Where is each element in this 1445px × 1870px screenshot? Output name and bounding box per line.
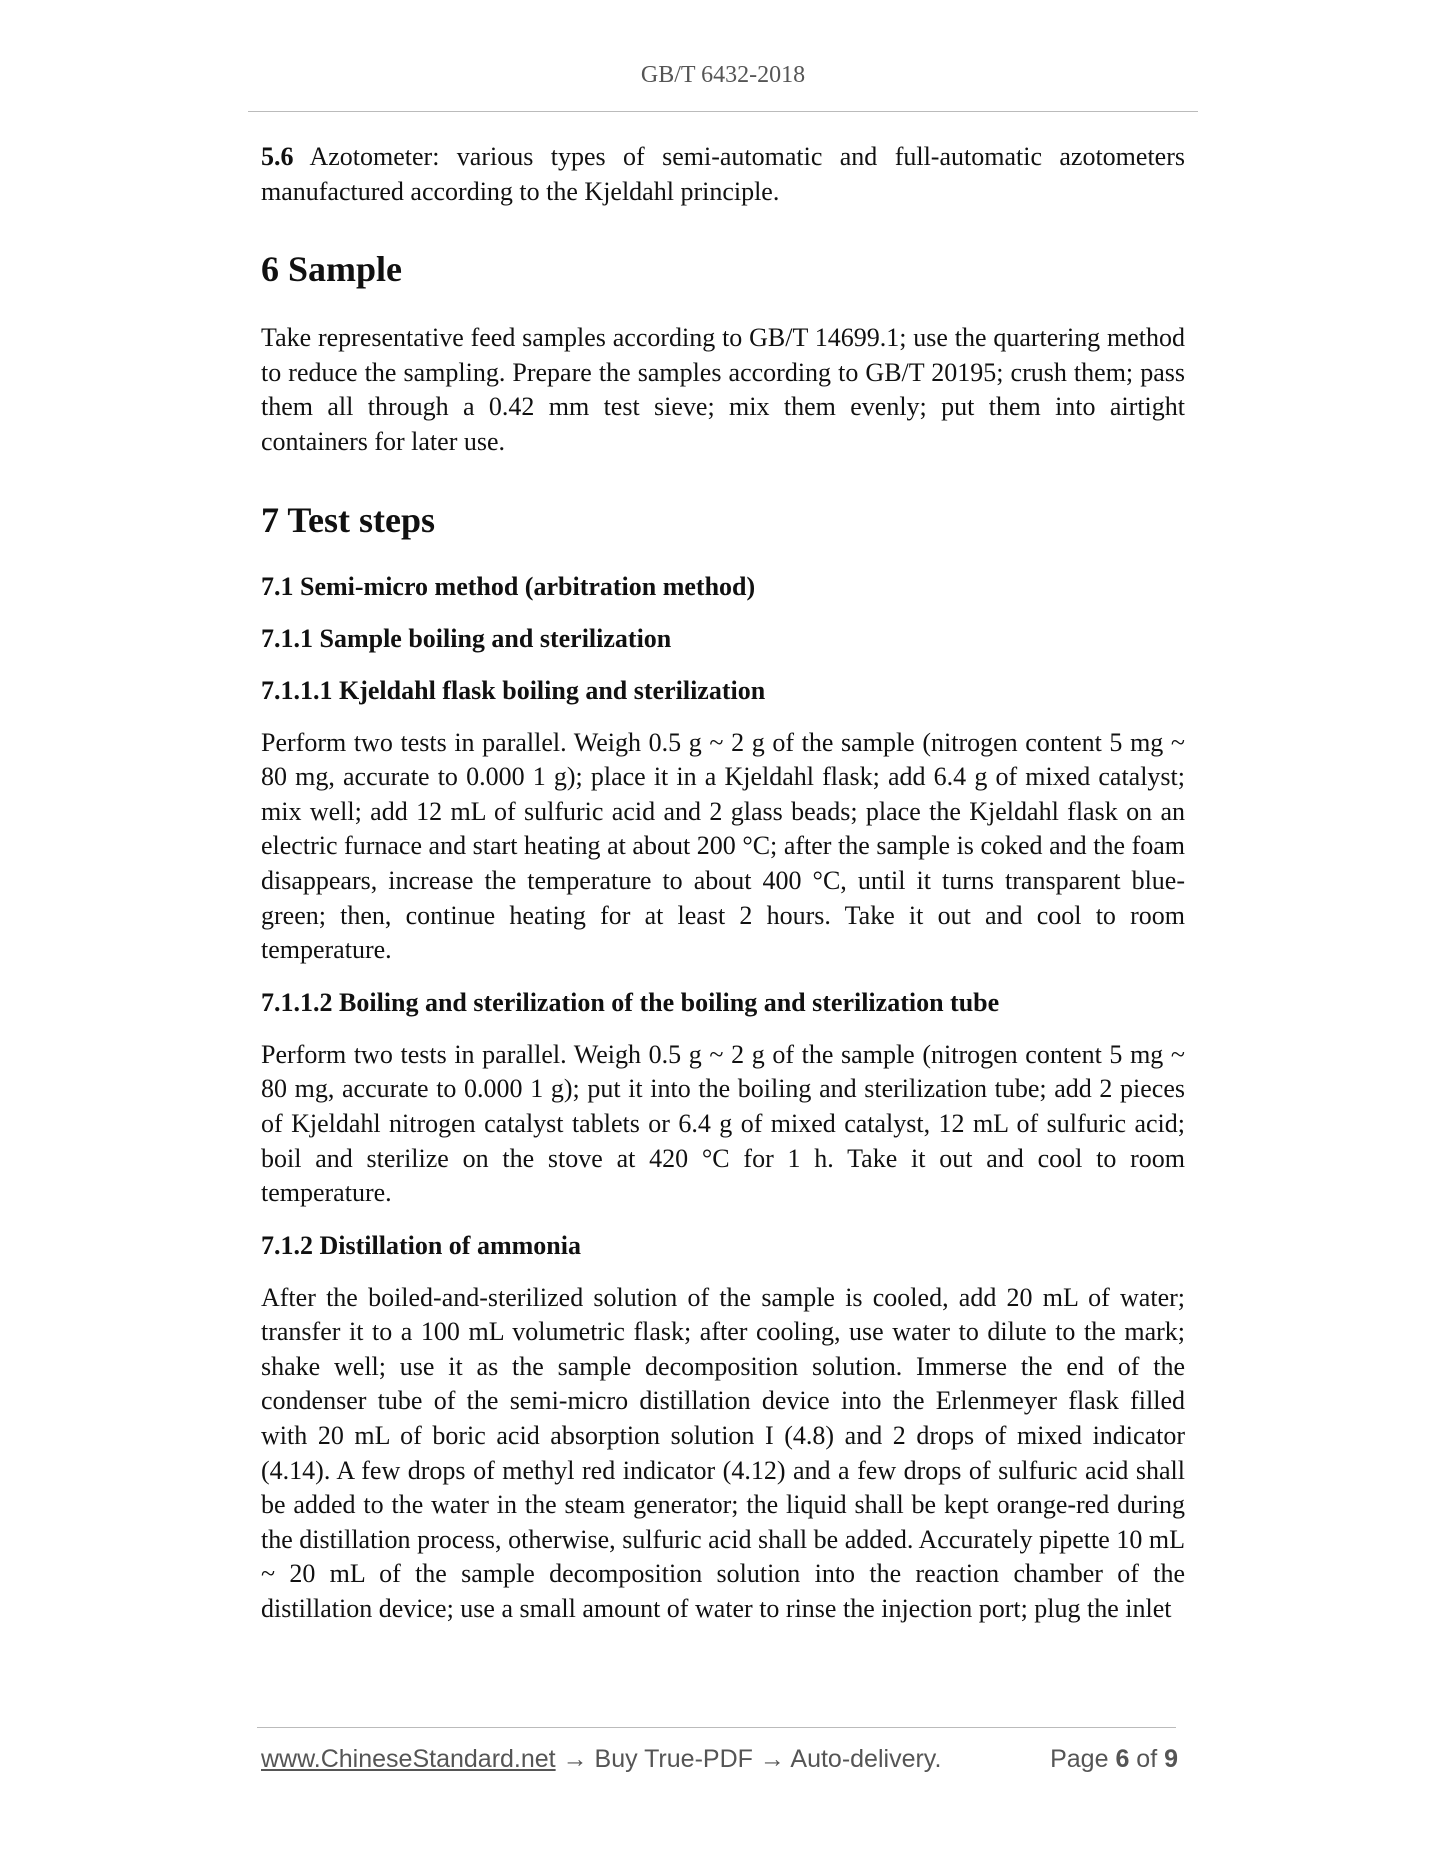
subsection-heading-7-1-1-2: 7.1.1.2 Boiling and sterilization of the boiling and sterilization tube (261, 987, 1000, 1017)
footer-promo (261, 1745, 941, 1774)
section-heading-7: 7 Test steps (261, 499, 436, 540)
paragraph-7-1-1-1: Perform two tests in parallel. Weigh 0.5 g ~ 2 g of the sample (nitrogen content 5 mg ~ 80 mg, accurate to 0.000 1 g); place it in a Kjeldahl flask; add 6.4 g of mixed catalyst; mix well; add 12 mL of sulfuric acid and 2 glass beads; place the Kjeldahl flask on an electric furnace and start heating at about 200 °C; after the sample is coked and the foam disappears, increase the temperature to about 400 °C, until it turns transparent blue-green; then, continue heating for at least 2 hours. Take it out and cool to room temperature. (261, 727, 1185, 965)
paragraph-7-1-1-2: Perform two tests in parallel. Weigh 0.5 g ~ 2 g of the sample (nitrogen content 5 mg ~ 80 mg, accurate to 0.000 1 g); put it into the boiling and sterilization tube; add 2 pieces of Kjeldahl nitrogen catalyst tablets or 6.4 g of mixed catalyst, 12 mL of sulfuric acid; boil and sterilize on the stove at 420 °C for 1 h. Take it out and cool to room temperature. (261, 1039, 1185, 1208)
subsection-heading-7-1-2: 7.1.2 Distillation of ammonia (261, 1230, 581, 1260)
subsection-heading-7-1: 7.1 Semi-micro method (arbitration method) (261, 571, 756, 601)
page-label: Page (1050, 1745, 1116, 1773)
subsection-heading-7-1-1-1: 7.1.1.1 Kjeldahl flask boiling and sterilization (261, 675, 766, 705)
page-header: GB/T 6432-2018 (640, 62, 806, 88)
footer-tagline: → Buy True-PDF → Auto-delivery. (555, 1745, 942, 1773)
paragraph-7-1-2: After the boiled-and-sterilized solution of the sample is cooled, add 20 mL of water; transfer it to a 100 mL volumetric flask; after cooling, use water to dilute to the mark; shake well; use it as the sample decomposition solution. Immerse the end of the condenser tube of the semi-micro distillation device into the Erlenmeyer flask filled with 20 mL of boric acid absorption solution I (4.8) and 2 drops of mixed indicator (4.14). A few drops of methyl red indicator (4.12) and a few drops of sulfuric acid shall be added to the water in the steam generator; the liquid shall be kept orange-red during the distillation process, otherwise, sulfuric acid shall be added. Accurately pipette 10 mL ~ 20 mL of the sample decomposition solution into the reaction chamber of the distillation device; use a small amount of water to rinse the injection port; plug the inlet (261, 1282, 1185, 1624)
paragraph-6: Take representative feed samples according to GB/T 14699.1; use the quartering method to reduce the sampling. Prepare the samples according to GB/T 20195; crush them; pass them all through a 0.42 mm test sieve; mix them evenly; put them into airtight containers for later use. (261, 323, 1185, 456)
section-heading-6: 6 Sample (261, 249, 403, 290)
page-body (261, 140, 1185, 1627)
page-total: 9 (1164, 1745, 1178, 1773)
website-link[interactable]: www.ChineseStandard.net (261, 1745, 556, 1773)
page-footer (261, 1745, 1178, 1781)
clause-text: Azotometer: various types of semi-automatic and full-automatic azotometers manufactured according to the Kjeldahl principle. (261, 142, 1185, 206)
footer-divider (257, 1727, 1176, 1728)
paragraph-5-6 (261, 140, 1185, 209)
clause-number: 5.6 (261, 142, 294, 171)
header-divider (248, 111, 1198, 112)
page-of-label: of (1129, 1745, 1165, 1773)
page-current: 6 (1115, 1745, 1130, 1773)
page-number (1050, 1745, 1178, 1774)
subsection-heading-7-1-1: 7.1.1 Sample boiling and sterilization (261, 623, 672, 653)
